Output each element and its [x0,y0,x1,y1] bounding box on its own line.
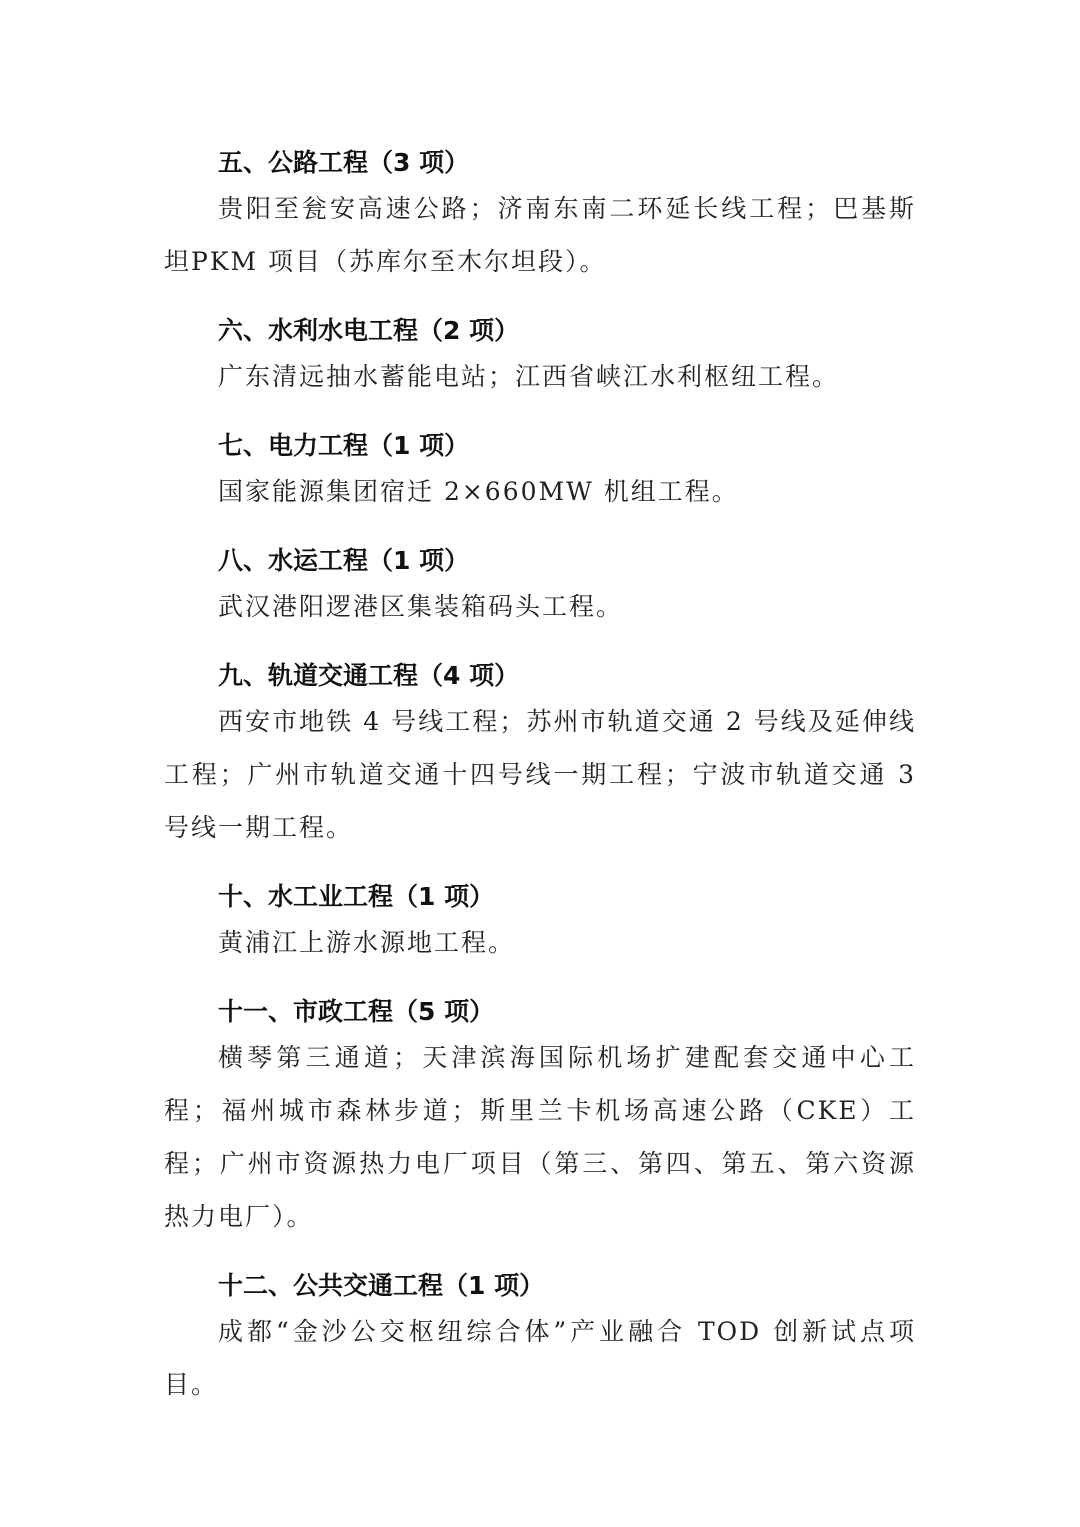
section-heading-public-transport: 十二、公共交通工程（1 项） [218,1271,545,1300]
section-heading-water-transport: 八、水运工程（1 项） [218,546,470,575]
section-heading-water-industry: 十、水工业工程（1 项） [218,882,495,911]
section-heading-electric-power: 七、电力工程（1 项） [218,431,470,460]
section-heading-municipal: 十一、市政工程（5 项） [218,997,495,1026]
section-heading-rail-transit: 九、轨道交通工程（4 项） [218,661,520,690]
section-body-public-transport: 成都“金沙公交枢纽综合体”产业融合 TOD 创新试点项目。 [164,1317,916,1399]
section-body-water-transport: 武汉港阳逻港区集装箱码头工程。 [218,592,624,621]
section-body-municipal: 横琴第三通道；天津滨海国际机场扩建配套交通中心工程；福州城市森林步道；斯里兰卡机场高速公路（CKE）工程；广州市资源热力电厂项目（第三、第四、第五、第六资源热力电厂）。 [164,1043,916,1231]
section-body-rail-transit: 西安市地铁 4 号线工程；苏州市轨道交通 2 号线及延伸线工程；广州市轨道交通十四号线一期工程；宁波市轨道交通 3 号线一期工程。 [164,707,916,842]
section-body-highway: 贵阳至瓮安高速公路；济南东南二环延长线工程；巴基斯坦PKM 项目（苏库尔至木尔坦段）。 [164,194,916,276]
section-body-electric-power: 国家能源集团宿迁 2×660MW 机组工程。 [218,477,739,506]
section-heading-hydropower: 六、水利水电工程（2 项） [218,316,520,345]
section-heading-highway: 五、公路工程（3 项） [218,148,470,177]
section-body-hydropower: 广东清远抽水蓄能电站；江西省峡江水利枢纽工程。 [218,362,840,391]
document-content [164,140,916,1411]
section-body-water-industry: 黄浦江上游水源地工程。 [218,928,516,957]
